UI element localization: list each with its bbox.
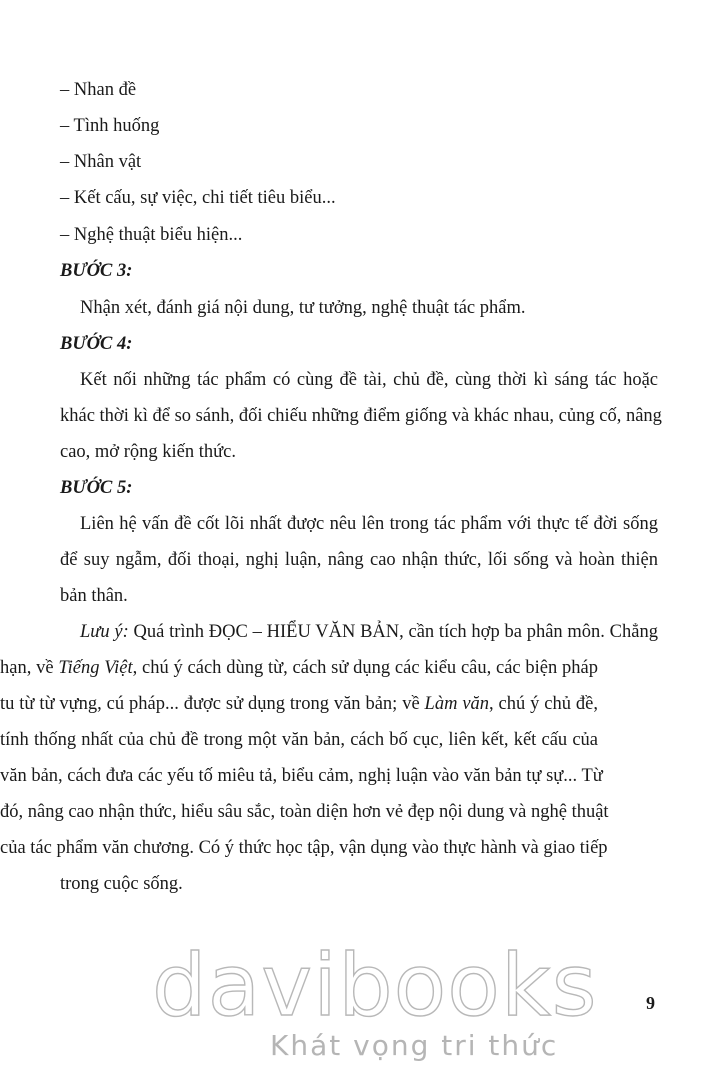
- note-line-6: đó, nâng cao nhận thức, hiểu sâu sắc, toàn diện hơn vẻ đẹp nội dung và nghệ thuật: [0, 802, 609, 822]
- note-line-2-a: hạn, về: [0, 658, 59, 678]
- note-line-3-b: , chú ý chủ đề,: [489, 694, 598, 714]
- step4-heading: BƯỚC 4:: [60, 334, 133, 354]
- note-line-8: trong cuộc sống.: [60, 874, 183, 894]
- note-line-2: [0, 656, 598, 680]
- note-line-3: [0, 692, 598, 716]
- note-line-5: văn bản, cách đưa các yếu tố miêu tả, biểu cảm, nghị luận vào văn bản tự sự... Từ: [0, 766, 603, 786]
- bullet-structure: – Kết cấu, sự việc, chi tiết tiêu biểu...: [60, 188, 336, 208]
- note-line-7: của tác phẩm văn chương. Có ý thức học tập, vận dụng vào thực hành và giao tiếp: [0, 838, 608, 858]
- note-line-4: tính thống nhất của chủ đề trong một văn bản, cách bố cục, liên kết, kết cấu của: [0, 730, 598, 750]
- watermark-tagline: Khát vọng tri thức: [270, 1029, 559, 1062]
- bullet-art: – Nghệ thuật biểu hiện...: [60, 225, 243, 245]
- note-term-lam-van: Làm văn: [424, 694, 490, 714]
- note-line-2-b: , chú ý cách dùng từ, cách sử dụng các kiểu câu, các biện pháp: [132, 658, 598, 678]
- step4-line-1: Kết nối những tác phẩm có cùng đề tài, chủ đề, cùng thời kì sáng tác hoặc: [80, 370, 658, 390]
- watermark-brand: davibooks: [152, 936, 598, 1036]
- note-line-3-a: tu từ từ vựng, cú pháp... được sử dụng trong văn bản; về: [0, 694, 425, 714]
- note-line-1: [80, 620, 658, 644]
- step5-line-2: để suy ngẫm, đối thoại, nghị luận, nâng cao nhận thức, lối sống và hoàn thiện: [60, 550, 658, 570]
- bullet-character: – Nhân vật: [60, 152, 142, 172]
- note-label: Lưu ý:: [80, 622, 129, 642]
- step3-heading: BƯỚC 3:: [60, 261, 133, 281]
- note-line-1-text: Quá trình ĐỌC – HIỂU VĂN BẢN, cần tích hợp ba phân môn. Chẳng: [128, 622, 658, 642]
- step4-line-3: cao, mở rộng kiến thức.: [60, 442, 236, 462]
- step5-heading: BƯỚC 5:: [60, 478, 133, 498]
- bullet-title: – Nhan đề: [60, 80, 137, 100]
- note-term-tieng-viet: Tiếng Việt: [58, 658, 133, 678]
- step5-line-1: Liên hệ vấn đề cốt lõi nhất được nêu lên trong tác phẩm với thực tế đời sống: [80, 514, 658, 534]
- page-number: 9: [646, 993, 655, 1013]
- bullet-situation: – Tình huống: [60, 116, 160, 136]
- step3-text: Nhận xét, đánh giá nội dung, tư tưởng, nghệ thuật tác phẩm.: [80, 298, 526, 318]
- step5-line-3: bản thân.: [60, 586, 128, 606]
- step4-line-2: khác thời kì để so sánh, đối chiếu những điểm giống và khác nhau, củng cố, nâng: [60, 406, 662, 426]
